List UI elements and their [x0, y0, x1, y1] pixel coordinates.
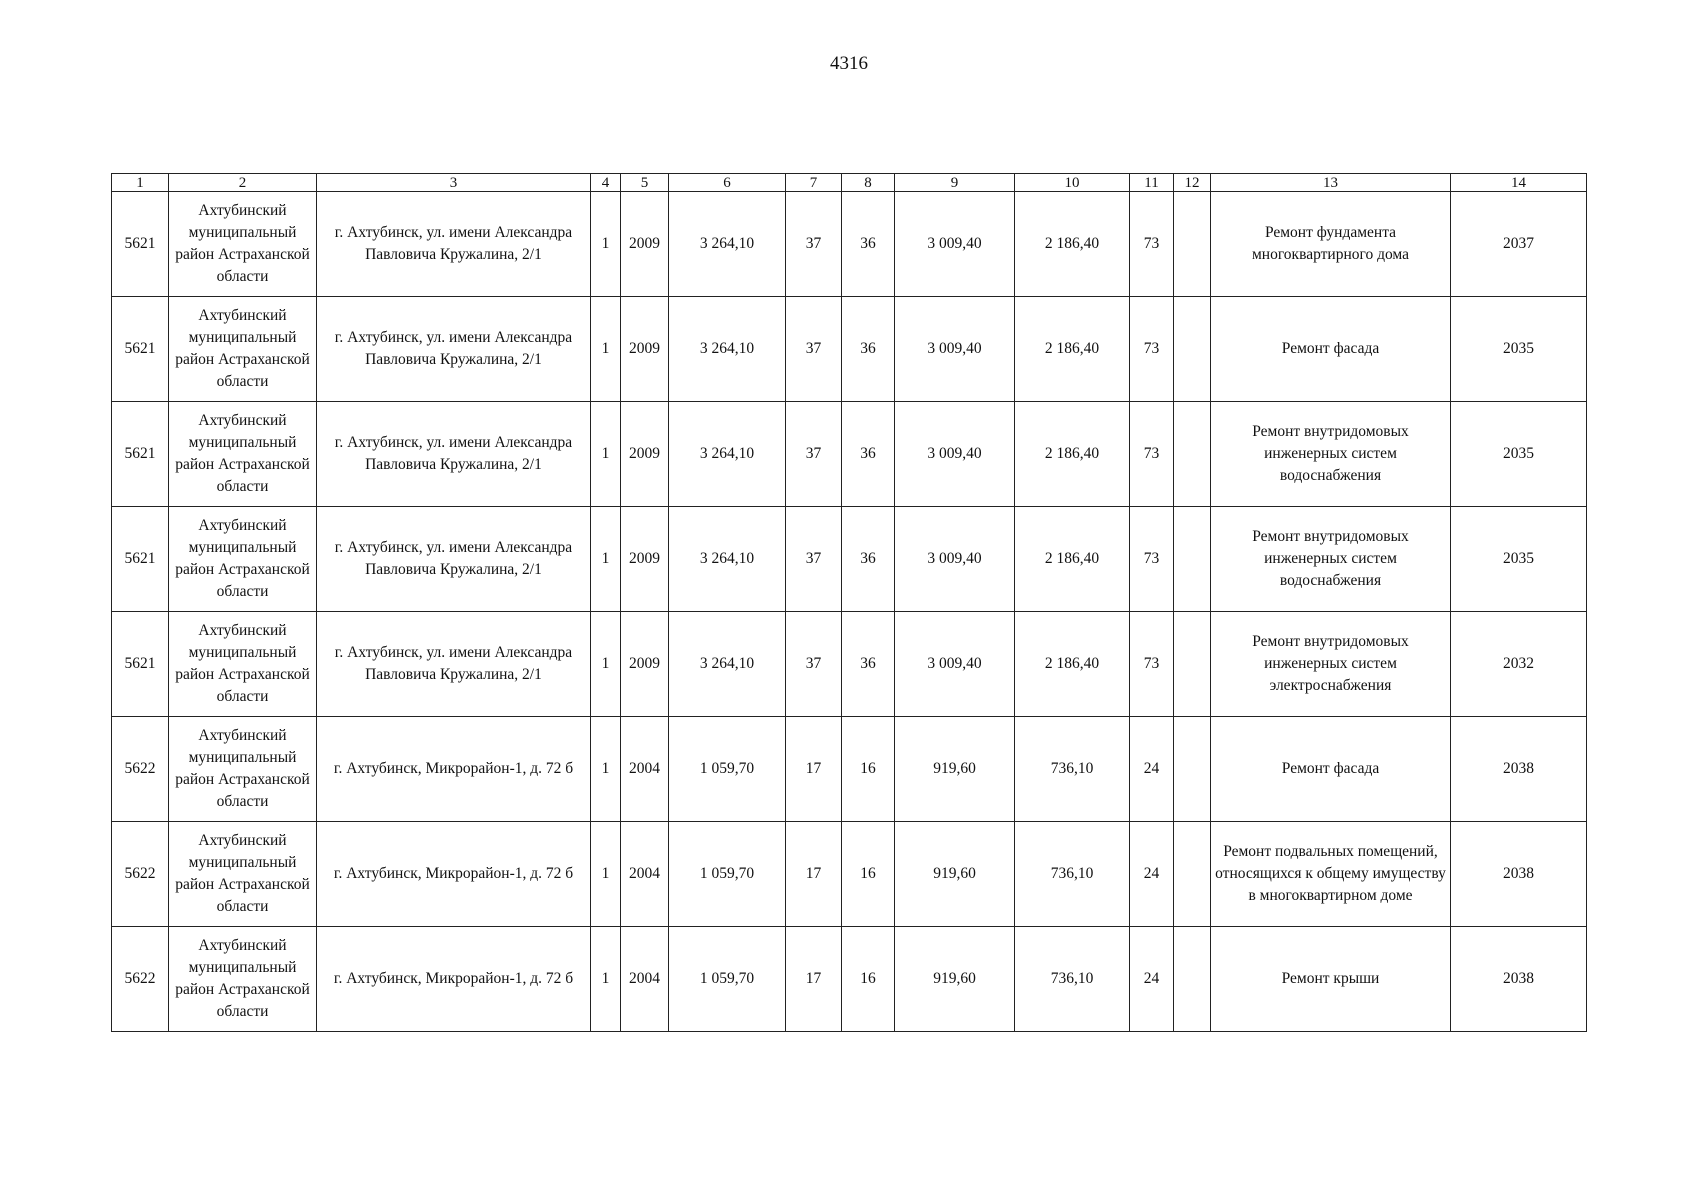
- cell-col7: 37: [786, 507, 842, 612]
- cell-number: 5621: [112, 192, 169, 297]
- header-row: [112, 174, 1587, 192]
- cell-number: 5621: [112, 507, 169, 612]
- cell-col12: [1174, 507, 1211, 612]
- column-header-3: 3: [317, 174, 591, 192]
- cell-col8: 36: [842, 192, 895, 297]
- cell-col10: 2 186,40: [1015, 192, 1130, 297]
- cell-address: г. Ахтубинск, Микрорайон-1, д. 72 б: [317, 927, 591, 1032]
- column-header-12: 12: [1174, 174, 1211, 192]
- cell-col9: 919,60: [895, 717, 1015, 822]
- column-header-9: 9: [895, 174, 1015, 192]
- column-header-4: 4: [591, 174, 621, 192]
- cell-work-type: Ремонт крыши: [1211, 927, 1451, 1032]
- cell-col11: 73: [1130, 507, 1174, 612]
- table-row: [112, 192, 1587, 297]
- cell-col10: 2 186,40: [1015, 297, 1130, 402]
- cell-col12: [1174, 717, 1211, 822]
- cell-year: 2009: [621, 402, 669, 507]
- cell-col7: 37: [786, 297, 842, 402]
- cell-district: Ахтубинский муниципальный район Астраханской области: [169, 192, 317, 297]
- cell-planned-year: 2037: [1451, 192, 1587, 297]
- cell-col8: 16: [842, 927, 895, 1032]
- cell-year: 2009: [621, 192, 669, 297]
- cell-col8: 16: [842, 822, 895, 927]
- cell-number: 5621: [112, 402, 169, 507]
- cell-address: г. Ахтубинск, Микрорайон-1, д. 72 б: [317, 717, 591, 822]
- cell-col9: 919,60: [895, 927, 1015, 1032]
- cell-col4: 1: [591, 402, 621, 507]
- cell-col11: 24: [1130, 717, 1174, 822]
- table-row: [112, 927, 1587, 1032]
- cell-year: 2004: [621, 927, 669, 1032]
- cell-planned-year: 2035: [1451, 297, 1587, 402]
- cell-planned-year: 2032: [1451, 612, 1587, 717]
- cell-district: Ахтубинский муниципальный район Астраханской области: [169, 717, 317, 822]
- cell-col11: 24: [1130, 927, 1174, 1032]
- cell-address: г. Ахтубинск, ул. имени Александра Павловича Кружалина, 2/1: [317, 402, 591, 507]
- cell-planned-year: 2038: [1451, 717, 1587, 822]
- cell-col9: 3 009,40: [895, 297, 1015, 402]
- cell-col6: 3 264,10: [669, 402, 786, 507]
- cell-col9: 3 009,40: [895, 612, 1015, 717]
- table-row: [112, 297, 1587, 402]
- cell-col8: 36: [842, 612, 895, 717]
- cell-number: 5621: [112, 297, 169, 402]
- cell-number: 5622: [112, 927, 169, 1032]
- table-row: [112, 822, 1587, 927]
- cell-col6: 3 264,10: [669, 507, 786, 612]
- table-body: [112, 192, 1587, 1032]
- cell-col6: 1 059,70: [669, 927, 786, 1032]
- cell-col12: [1174, 297, 1211, 402]
- cell-planned-year: 2035: [1451, 507, 1587, 612]
- cell-col6: 3 264,10: [669, 612, 786, 717]
- cell-col4: 1: [591, 717, 621, 822]
- cell-year: 2004: [621, 717, 669, 822]
- cell-col7: 17: [786, 717, 842, 822]
- cell-year: 2004: [621, 822, 669, 927]
- cell-col4: 1: [591, 822, 621, 927]
- cell-col8: 36: [842, 297, 895, 402]
- cell-work-type: Ремонт фундамента многоквартирного дома: [1211, 192, 1451, 297]
- table-row: [112, 717, 1587, 822]
- cell-district: Ахтубинский муниципальный район Астраханской области: [169, 927, 317, 1032]
- cell-col4: 1: [591, 507, 621, 612]
- column-header-13: 13: [1211, 174, 1451, 192]
- cell-number: 5622: [112, 717, 169, 822]
- cell-planned-year: 2038: [1451, 927, 1587, 1032]
- cell-col10: 736,10: [1015, 927, 1130, 1032]
- column-header-1: 1: [112, 174, 169, 192]
- column-header-10: 10: [1015, 174, 1130, 192]
- cell-col11: 73: [1130, 297, 1174, 402]
- table-header: [112, 174, 1587, 192]
- cell-col6: 3 264,10: [669, 192, 786, 297]
- cell-col7: 37: [786, 612, 842, 717]
- cell-col11: 73: [1130, 192, 1174, 297]
- cell-address: г. Ахтубинск, ул. имени Александра Павловича Кружалина, 2/1: [317, 507, 591, 612]
- cell-col12: [1174, 192, 1211, 297]
- cell-work-type: Ремонт фасада: [1211, 297, 1451, 402]
- cell-address: г. Ахтубинск, Микрорайон-1, д. 72 б: [317, 822, 591, 927]
- cell-col9: 919,60: [895, 822, 1015, 927]
- cell-col11: 73: [1130, 402, 1174, 507]
- column-header-6: 6: [669, 174, 786, 192]
- cell-year: 2009: [621, 612, 669, 717]
- cell-number: 5622: [112, 822, 169, 927]
- cell-col12: [1174, 822, 1211, 927]
- cell-col11: 24: [1130, 822, 1174, 927]
- cell-district: Ахтубинский муниципальный район Астраханской области: [169, 297, 317, 402]
- column-header-7: 7: [786, 174, 842, 192]
- cell-work-type: Ремонт внутридомовых инженерных систем водоснабжения: [1211, 402, 1451, 507]
- cell-col4: 1: [591, 297, 621, 402]
- cell-district: Ахтубинский муниципальный район Астраханской области: [169, 612, 317, 717]
- cell-col9: 3 009,40: [895, 402, 1015, 507]
- cell-col7: 37: [786, 402, 842, 507]
- cell-col8: 16: [842, 717, 895, 822]
- cell-col12: [1174, 612, 1211, 717]
- column-header-5: 5: [621, 174, 669, 192]
- cell-col10: 2 186,40: [1015, 612, 1130, 717]
- table-row: [112, 612, 1587, 717]
- table-row: [112, 507, 1587, 612]
- cell-col7: 17: [786, 927, 842, 1032]
- cell-work-type: Ремонт фасада: [1211, 717, 1451, 822]
- cell-col4: 1: [591, 612, 621, 717]
- cell-col4: 1: [591, 927, 621, 1032]
- cell-address: г. Ахтубинск, ул. имени Александра Павловича Кружалина, 2/1: [317, 297, 591, 402]
- column-header-8: 8: [842, 174, 895, 192]
- cell-col10: 736,10: [1015, 822, 1130, 927]
- cell-work-type: Ремонт подвальных помещений, относящихся к общему имуществу в многоквартирном доме: [1211, 822, 1451, 927]
- registry-table: [111, 173, 1587, 1032]
- cell-col10: 736,10: [1015, 717, 1130, 822]
- cell-col10: 2 186,40: [1015, 507, 1130, 612]
- column-header-11: 11: [1130, 174, 1174, 192]
- page-number: 4316: [830, 53, 868, 74]
- column-header-2: 2: [169, 174, 317, 192]
- cell-year: 2009: [621, 297, 669, 402]
- cell-col6: 3 264,10: [669, 297, 786, 402]
- cell-col12: [1174, 402, 1211, 507]
- cell-col7: 37: [786, 192, 842, 297]
- cell-work-type: Ремонт внутридомовых инженерных систем водоснабжения: [1211, 507, 1451, 612]
- cell-district: Ахтубинский муниципальный район Астраханской области: [169, 402, 317, 507]
- cell-col11: 73: [1130, 612, 1174, 717]
- cell-address: г. Ахтубинск, ул. имени Александра Павловича Кружалина, 2/1: [317, 612, 591, 717]
- cell-col10: 2 186,40: [1015, 402, 1130, 507]
- cell-col8: 36: [842, 507, 895, 612]
- cell-district: Ахтубинский муниципальный район Астраханской области: [169, 507, 317, 612]
- cell-address: г. Ахтубинск, ул. имени Александра Павловича Кружалина, 2/1: [317, 192, 591, 297]
- cell-col7: 17: [786, 822, 842, 927]
- column-header-14: 14: [1451, 174, 1587, 192]
- cell-number: 5621: [112, 612, 169, 717]
- cell-col9: 3 009,40: [895, 192, 1015, 297]
- cell-district: Ахтубинский муниципальный район Астраханской области: [169, 822, 317, 927]
- cell-col8: 36: [842, 402, 895, 507]
- cell-col4: 1: [591, 192, 621, 297]
- cell-year: 2009: [621, 507, 669, 612]
- cell-col12: [1174, 927, 1211, 1032]
- cell-work-type: Ремонт внутридомовых инженерных систем электроснабжения: [1211, 612, 1451, 717]
- table-row: [112, 402, 1587, 507]
- cell-planned-year: 2035: [1451, 402, 1587, 507]
- cell-col6: 1 059,70: [669, 822, 786, 927]
- cell-col6: 1 059,70: [669, 717, 786, 822]
- cell-planned-year: 2038: [1451, 822, 1587, 927]
- cell-col9: 3 009,40: [895, 507, 1015, 612]
